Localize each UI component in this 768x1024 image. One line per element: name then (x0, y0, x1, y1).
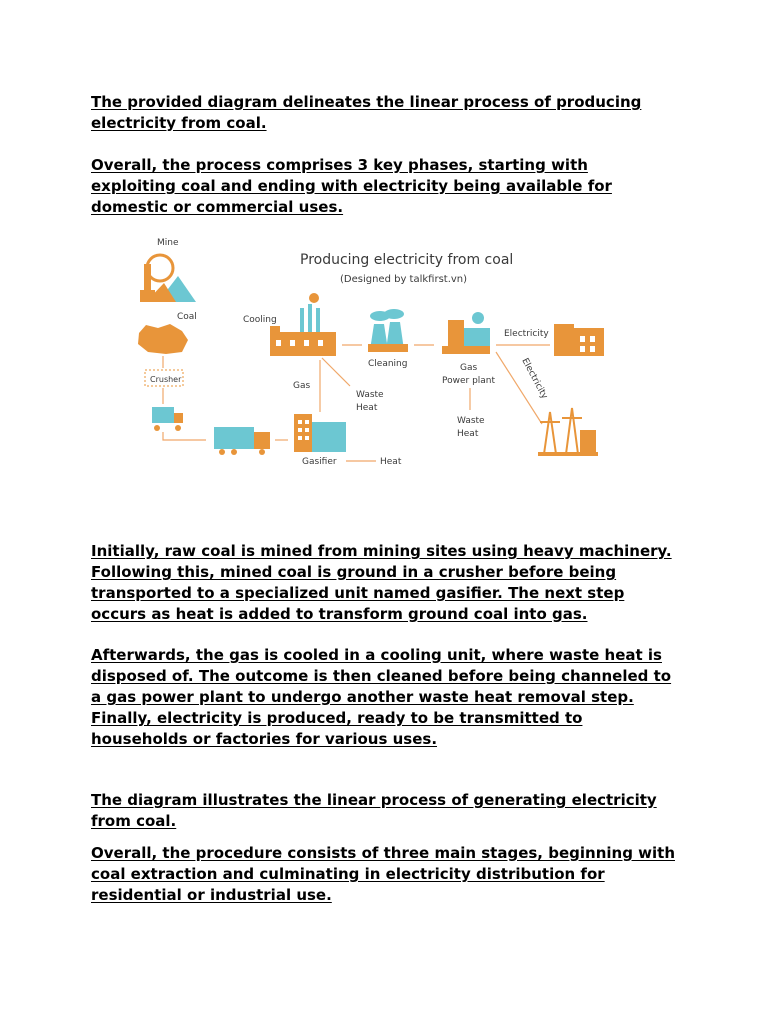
text-line: Finally, electricity is produced, ready to be transmitted to (91, 709, 583, 727)
gasifier-icon (294, 414, 346, 452)
text-line: Following this, mined coal is ground in a crusher before being (91, 563, 617, 581)
paragraph-overview-2 (91, 843, 691, 906)
label-waste-heat-1b: Heat (356, 403, 378, 413)
label-gas-power-plant-b: Power plant (442, 376, 496, 386)
factory-icon (554, 324, 604, 356)
label-waste-heat-2a: Waste (457, 416, 485, 426)
label-coal: Coal (177, 312, 197, 322)
text-line: occurs as heat is added to transform ground coal into gas. (91, 605, 588, 623)
label-electricity-2: Electricity (519, 356, 550, 401)
label-mine: Mine (157, 238, 179, 248)
text-line: Afterwards, the gas is cooled in a cooling unit, where waste heat is (91, 646, 662, 664)
label-gas-power-plant-a: Gas (460, 363, 478, 373)
text-line: The provided diagram delineates the linear process of producing (91, 93, 642, 111)
text-line: from coal. (91, 812, 177, 830)
text-line: households or factories for various uses. (91, 730, 438, 748)
label-waste-heat-1a: Waste (356, 390, 384, 400)
label-cooling: Cooling (243, 315, 277, 325)
cleaning-tower-icon (368, 309, 408, 352)
label-crusher: Crusher (150, 375, 182, 384)
cooling-factory-icon (270, 293, 336, 356)
label-heat: Heat (380, 457, 402, 467)
text-line: electricity from coal. (91, 114, 267, 132)
paragraph-overview-1 (91, 155, 691, 218)
text-line: The diagram illustrates the linear process of generating electricity (91, 791, 657, 809)
diagram-title: Producing electricity from coal (300, 252, 514, 268)
text-line: disposed of. The outcome is then cleaned before being channeled to (91, 667, 672, 685)
crusher-box (145, 370, 183, 386)
mine-icon (140, 255, 196, 302)
text-line: coal extraction and culminating in electricity distribution for (91, 865, 605, 883)
label-gas: Gas (293, 381, 311, 391)
text-line: a gas power plant to undergo another waste heat removal step. (91, 688, 634, 706)
paragraph-intro-2 (91, 790, 691, 832)
paragraph-body-1 (91, 541, 691, 625)
text-line: residential or industrial use. (91, 886, 332, 904)
label-cleaning: Cleaning (368, 359, 408, 369)
text-line: domestic or commercial uses. (91, 198, 344, 216)
text-line: transported to a specialized unit named gasifier. The next step (91, 584, 625, 602)
text-line: Overall, the procedure consists of three main stages, beginning with (91, 844, 675, 862)
gas-power-plant-icon (442, 312, 490, 354)
label-waste-heat-2b: Heat (457, 429, 479, 439)
text-line: Overall, the process comprises 3 key phases, starting with (91, 156, 588, 174)
diagram-subtitle: (Designed by talkfirst.vn) (340, 274, 468, 285)
small-truck-icon (152, 407, 183, 431)
paragraph-body-2 (91, 645, 691, 750)
truck-icon (214, 427, 270, 455)
coal-icon (138, 324, 188, 354)
coal-electricity-diagram (130, 228, 620, 478)
label-electricity-1: Electricity (504, 329, 549, 339)
paragraph-intro (91, 92, 691, 134)
label-gasifier: Gasifier (302, 457, 337, 467)
text-line: exploiting coal and ending with electricity being available for (91, 177, 612, 195)
power-pylon-icon (538, 408, 598, 456)
text-line: Initially, raw coal is mined from mining sites using heavy machinery. (91, 542, 672, 560)
